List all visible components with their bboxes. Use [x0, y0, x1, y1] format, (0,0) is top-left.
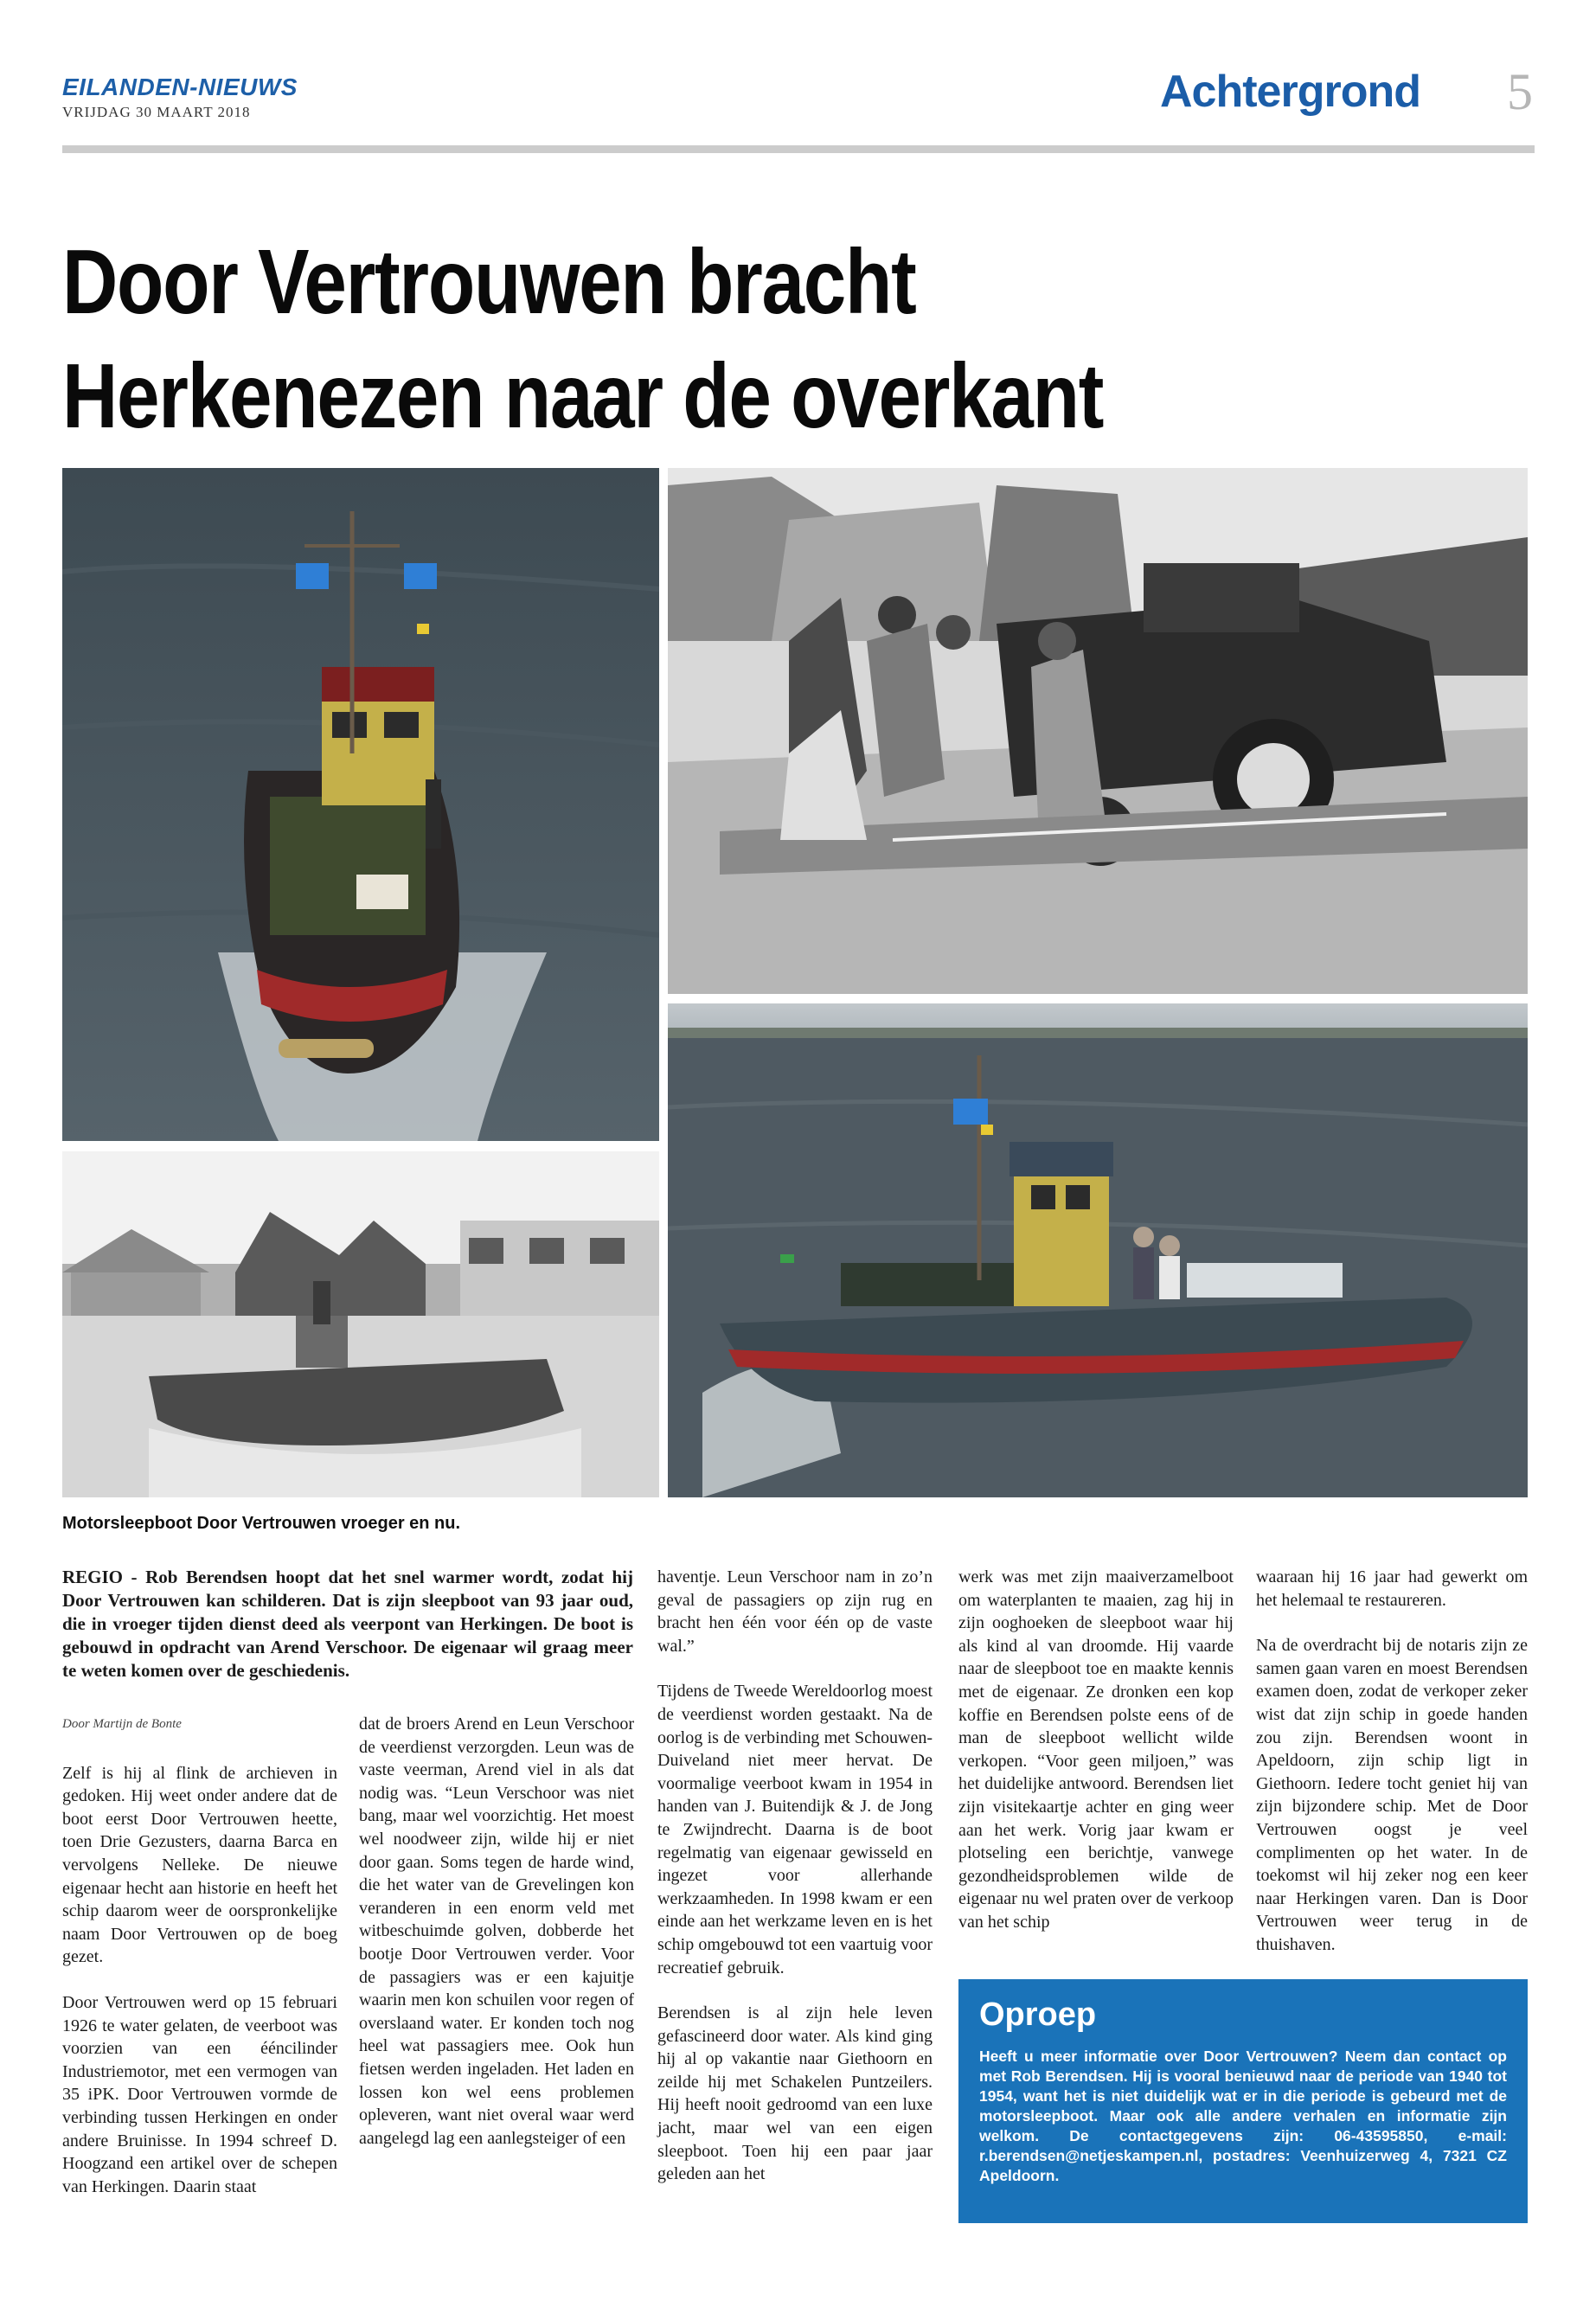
paragraph: Na de overdracht bij de notaris zijn ze samen gaan varen en moest Berendsen examen doen, zodat de verkoper zeker wist dat zijn schip in goede handen zou zijn. Berendsen woont in Apeldoorn, zijn schip ligt in Giethoorn. Iedere tocht geniet hij van zijn bijzondere schip. Met de Door Vertrouwen oogst je veel complimenten op het water. In de toekomst wil hij zeker nog een keer naar Herkingen varen. Dan is Door Vertrouwen weer terug in de thuishaven.: [1256, 1636, 1528, 1954]
header-rule: [62, 145, 1535, 153]
masthead: [62, 74, 322, 121]
article-lead: REGIO - Rob Berendsen hoopt dat het snel warmer wordt, zodat hij Door Vertrouwen kan schilderen. Dat is zijn sleepboot van 93 jaar oud, die in vroeger tijden dienst deed als veerpont van Herkingen. De boot is gebouwd in opdracht van Arend Verschoor. De eigenaar wil graag meer te weten komen over de geschiedenis.: [62, 1567, 633, 1681]
article-column-3: [657, 1566, 933, 2186]
page-number: 5: [1507, 63, 1533, 120]
newspaper-logo: EILANDEN-NIEUWS: [62, 74, 298, 100]
photo-caption: Motorsleepboot Door Vertrouwen vroeger en nu.: [62, 1514, 461, 1533]
paragraph: werk was met zijn maaiverzamelboot om waterplanten te maaien, zag hij in zijn ooghoeken de sleepboot waar hij als kind al van droomde. Hij vaarde naar de sleepboot toe en maakte kennis met de eigenaar. Ze dronken een kop koffie en Berendsen polste eens of de man de sleepboot wellicht wilde verkopen. “Voor geen miljoen,” was het duidelijke antwoord. Berendsen liet zijn visitekaartje achter en ging weer aan het werk. Vorig jaar kwam er plotseling een berichtje, vanwege gezondheidsproblemen wilde de eigenaar nu wel praten over de verkoop van het schip: [958, 1567, 1234, 1932]
headline-line-2: Herkenezen naar de overkant: [62, 345, 1104, 447]
issue-date: VRIJDAG 30 MAART 2018: [62, 104, 251, 120]
paragraph: Zelf is hij al flink de archieven in gedoken. Hij weet onder andere dat de boot eerst Door Vertrouwen heette, toen Drie Gezusters, daarna Barca en vervolgens Nelleke. De nieuwe eigenaar hecht aan historie en heeft het schip daarom weer de oorspronkelijke naam Door Vertrouwen op de boeg gezet.: [62, 1763, 337, 1967]
paragraph: Tijdens de Tweede Wereldoorlog moest de veerdienst worden gestaakt. Na de oorlog is de verbinding met Schouwen-Duiveland niet meer hervat. De voormalige veerboot kwam in 1954 in handen van J. Buitendijk & J. de Jong te Zwijndrecht. Daarna is de boot regelmatig van eigenaar gewisseld en ingezet voor allerhande werkzaamheden. In 1998 kwam er een einde aan het werkzame leven en is het schip omgebouwd tot een vaartuig voor recreatief gebruik.: [657, 1682, 933, 1977]
paragraph: Door Vertrouwen werd op 15 februari 1926 te water gelaten, de veerboot was voorzien van een ééncilinder Industriemotor, met een vermogen van 35 iPK. Door Vertrouwen vormde de verbinding tussen Herkingen en onder andere Bruinisse. In 1994 schreef D. Hoogzand een artikel over de schepen van Herkingen. Daarin staat: [62, 1992, 337, 2196]
paragraph: haventje. Leun Verschoor nam in zo’n geval de passagiers op zijn rug en bracht hen één voor één op de vaste wal.”: [657, 1567, 933, 1656]
oproep-box: [958, 1979, 1528, 2223]
paragraph: Berendsen is al zijn hele leven gefascineerd door water. Als kind ging hij al op vakantie naar Giethoorn en zeilde hij met Schakelen Puntzeilers. Hij heeft nooit gedroomd van een luxe jacht, maar wel van een eigen sleepboot. Toen hij een paar jaar geleden aan het: [657, 2003, 933, 2184]
headline-line-1: Door Vertrouwen bracht: [62, 231, 916, 333]
article-column-1: [62, 1713, 337, 2198]
article-column-4: [958, 1566, 1234, 1934]
byline: Door Martijn de Bonte: [62, 1717, 182, 1731]
article-column-5: [1256, 1566, 1528, 1957]
article-column-2: [359, 1713, 634, 2150]
oproep-text: Heeft u meer informatie over Door Vertrouwen? Neem dan contact op met Rob Berendsen. Hij is vooral benieuwd naar de periode van 1940 tot 1954, want het is niet duidelijk wat er in die periode is gebeurd met de motorsleepboot. Maar ook alle andere verhalen en informatie zijn welkom. De contactgegevens zijn: 06-43595850, e-mail: r.berendsen@netjeskampen.nl, postadres: Veenhuizerweg 4, 7321 CZ Apeldoorn.: [979, 2048, 1507, 2184]
photo-tugboat-aerial: [62, 468, 659, 1141]
photo-historic-tugboat: [62, 1151, 659, 1497]
photo-historic-ferry-car: [668, 468, 1528, 994]
oproep-title: Oproep: [979, 1997, 1097, 2033]
article-headline: [62, 225, 1195, 453]
paragraph: dat de broers Arend en Leun Verschoor de veerdienst verzorgden. Leun was de vaste veerman, Arend viel in als dat nodig was. “Leun Verschoor was niet bang, maar wel voorzichtig. Het moest wel noodweer zijn, wilde hij er niet door gaan. Soms tegen de harde wind, die het water van de Grevelingen kon veranderen in een enorm veld met witbeschuimde golven, dobberde het bootje Door Vertrouwen verder. Voor de passagiers was er een kajuitje waarin men kon schuilen voor regen of overslaand water. Er konden toch nog heel wat passagiers mee. Ook hun fietsen werden ingeladen. Het laden en lossen kon wel eens problemen opleveren, want niet overal waar werd aangelegd lag een aanlegsteiger of een: [359, 1715, 634, 2148]
section-title: Achtergrond: [1160, 67, 1420, 117]
paragraph: waaraan hij 16 jaar had gewerkt om het helemaal te restaureren.: [1256, 1567, 1528, 1610]
photo-tugboat-today: [668, 1003, 1528, 1497]
